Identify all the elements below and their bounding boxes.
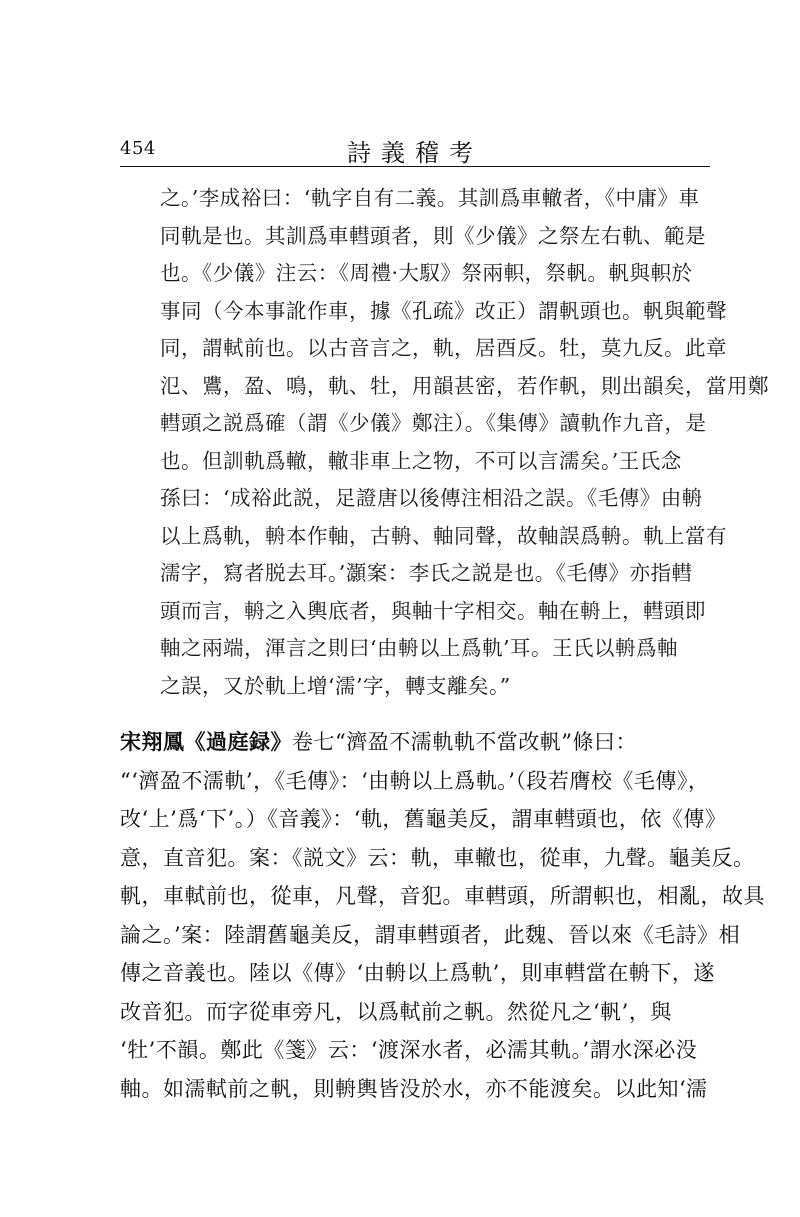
indented-quotation	[120, 180, 769, 705]
text-line: 同，謂軾前也。以古音言之，軌，居酉反。牡，莫九反。此章	[160, 336, 727, 360]
text-line: 也。但訓軌爲轍，轍非車上之物，不可以言濡矣。’王氏念	[160, 448, 682, 473]
text-line: 軸。如濡軾前之軓，則輈輿皆没於水，亦不能渡矣。以此知‘濡	[120, 1076, 708, 1101]
text-line: ‘牡’不韻。鄭此《箋》云：‘渡深水者，必濡其軌。’謂水深必没	[120, 1038, 698, 1062]
text-line: 孫曰：‘成裕此説，足證唐以後傳注相沿之誤。《毛傳》由輈	[160, 486, 703, 510]
text-line: 也。《少儀》注云：《周禮·大馭》祭兩軹，祭軓。軓與軹於	[160, 261, 693, 285]
text-line: 轊頭之説爲確（謂《少儀》鄭注）。《集傳》讀軌作九音，是	[160, 411, 707, 435]
text-line: 以上爲軌，輈本作軸，古輈、軸同聲，故軸誤爲輈。軌上當有	[160, 523, 727, 548]
text-line: 軓，車軾前也，從車，凡聲，音犯。車轊頭，所謂軹也，相亂，故具	[120, 884, 765, 908]
text-line: 軸之兩端，渾言之則曰‘由輈以上爲軌’耳。王氏以輈爲軸	[160, 636, 679, 660]
text-line: 論之。’案：陸謂舊龜美反，謂車轊頭者，此魏、晉以來《毛詩》相	[120, 922, 741, 947]
text-line: 同軌是也。其訓爲車轊頭者，則《少儀》之祭左右軌、範是	[160, 223, 706, 248]
text-line: 改‘上’爲‘下’。）《音義》：‘軌，舊龜美反，謂車轊頭也，依《傳》	[120, 807, 727, 831]
cited-source: 宋翔鳳《過庭録》	[120, 729, 292, 754]
running-title: 詩義稽考	[347, 139, 483, 167]
text-line: 頭而言，輈之入輿底者，與軸十字相交。軸在輈上，轊頭即	[160, 598, 706, 623]
page-number: 454	[120, 138, 156, 159]
text-segment: 卷七“濟盈不濡軌軌不當改軓”條曰：	[292, 730, 637, 754]
text-line: 濡字，寫者脱去耳。’灝案：李氏之説是也。《毛傳》亦指轊	[160, 561, 693, 585]
text-line: 氾、鷕，盈、鳴，軌、牡，用韻甚密，若作軓，則出韻矣，當用鄭	[160, 373, 769, 398]
text-line: 改音犯。而字從車旁凡，以爲軾前之軓。然從凡之‘軓’，與	[120, 999, 672, 1024]
text-line: 意，直音犯。案：《説文》云：軌，車轍也，從車，九聲。龜美反。	[120, 845, 755, 870]
text-line: 之誤，又於軌上增‘濡’字，轉支離矣。”	[160, 673, 511, 698]
text-line: “‘濟盈不濡軌’，《毛傳》：‘由輈以上爲軌。’（段若膺校《毛傳》，	[120, 768, 710, 793]
paragraph-first-line	[120, 723, 712, 762]
text-line: 傳之音義也。陸以《傳》‘由輈以上爲軌’，則車轊當在輈下，遂	[120, 961, 715, 985]
header-rule	[120, 166, 710, 167]
text-line: 之。’李成裕曰：‘軌字自有二義。其訓爲車轍者，《中庸》車	[160, 186, 700, 210]
page-header	[120, 128, 710, 168]
text-line: 事同（今本事訛作車，據《孔疏》改正）謂軓頭也。軓與範聲	[160, 298, 727, 323]
main-paragraph	[120, 723, 765, 1108]
